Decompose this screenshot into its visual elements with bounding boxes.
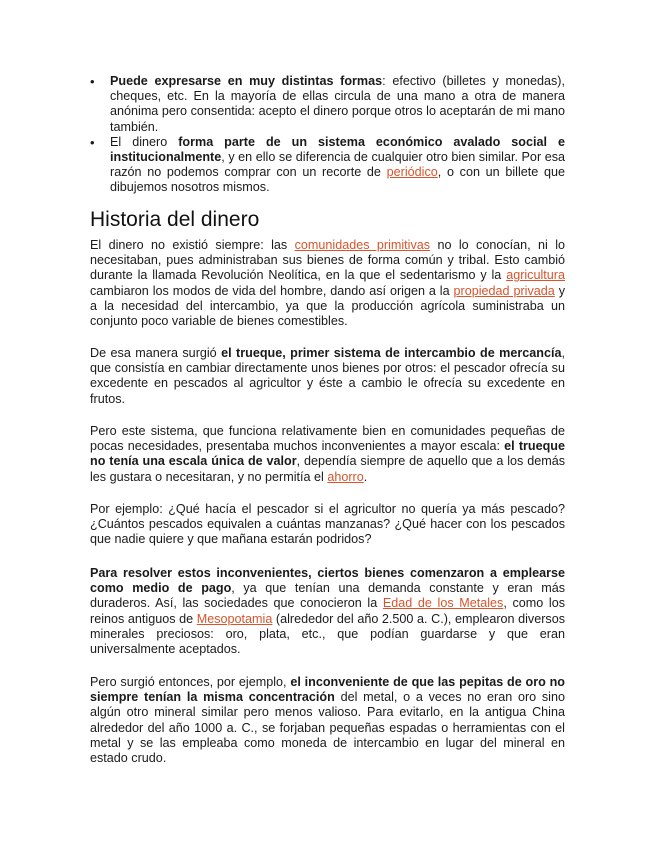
link-periodico[interactable]: periódico [386, 165, 438, 180]
link-edad-de-los-metales[interactable]: Edad de los Metales [382, 596, 504, 611]
bullet-icon: • [90, 74, 95, 89]
link-comunidades-primitivas[interactable]: comunidades primitivas [294, 238, 431, 252]
link-agricultura[interactable]: agricultura [506, 268, 565, 283]
paragraph-3: Pero este sistema, que funciona relativamente bien en comunidades pequeñas de pocas necesidades, presentaba muchos inconvenientes a mayor escala: el trueque no tenía una escala única de valor, dependía siempre de aquello que a los demás les gustara o necesitaran, y no permitía el ahorro. [90, 424, 566, 484]
paragraph-1: El dinero no existió siempre: las comunidades primitivas no lo conocían, ni lo necesitaban, pues administraban sus bienes de forma común y tribal. Esto cambió durante la llamada Revolución Neolítica, en la que el sedentarismo y la agricultura cambiaron los modos de vida del hombre, dando así origen a la propiedad privada y a la necesidad del intercambio, ya que la producción agrícola suministraba un conjunto poco variable de bienes comestibles. [90, 238, 566, 329]
link-ahorro[interactable]: ahorro [327, 469, 364, 484]
section-heading: Historia del dinero [90, 208, 260, 231]
bullet-list [90, 74, 565, 196]
link-propiedad-privada[interactable]: propiedad privada [453, 283, 555, 298]
link-mesopotamia[interactable]: Mesopotamia [196, 611, 273, 626]
list-item: • Puede expresarse en muy distintas formas: efectivo (billetes y monedas), cheques, etc. En la mayoría de ellas circula de una mano a otra de manera anónima pero consentida: acepto el dinero porque otros lo aceptarán de mi mano también. [90, 74, 565, 134]
bullet-icon: • [90, 134, 95, 150]
paragraph-6: Pero surgió entonces, por ejemplo, el inconveniente de que las pepitas de oro no siempre tenían la misma concentración del metal, o a veces no eran oro sino algún otro mineral similar pero menos valioso. Para evitarlo, en la antigua China alrededor del año 1000 a. C., se forjaban pequeñas espadas o herramientas con el metal y se las empleaba como moneda de intercambio en lugar del mineral en estado crudo. [90, 675, 565, 766]
paragraph-2: De esa manera surgió el trueque, primer sistema de intercambio de mercancía, que consistía en cambiar directamente unos bienes por otros: el pescador ofrecía su excedente en pescados al agricultor y éste a cambio le ofrecía su excedente en frutos. [90, 346, 565, 406]
list-item: • El dinero forma parte de un sistema económico avalado social e institucionalmente, y en ello se diferencia de cualquier otro bien similar. Por esa razón no podemos comprar con un recorte de periódico, o con un billete que dibujemos nosotros mismos. [90, 134, 565, 195]
paragraph-5: Para resolver estos inconvenientes, ciertos bienes comenzaron a emplearse como medio de pago, ya que tenían una demanda constante y eran más duraderos. Así, las sociedades que conocieron la Edad de los Metales, como los reinos antiguos de Mesopotamia (alrededor del año 2.500 a. C.), emplearon diversos minerales preciosos: oro, plata, etc., que podían guardarse y que eran universalmente aceptados. [90, 566, 566, 657]
paragraph-4: Por ejemplo: ¿Qué hacía el pescador si el agricultor no quería ya más pescado? ¿Cuántos pescados equivalen a cuántas manzanas? ¿Qué hacer con los pescados que nadie quiere y que mañana estarán podridos? [90, 502, 565, 547]
